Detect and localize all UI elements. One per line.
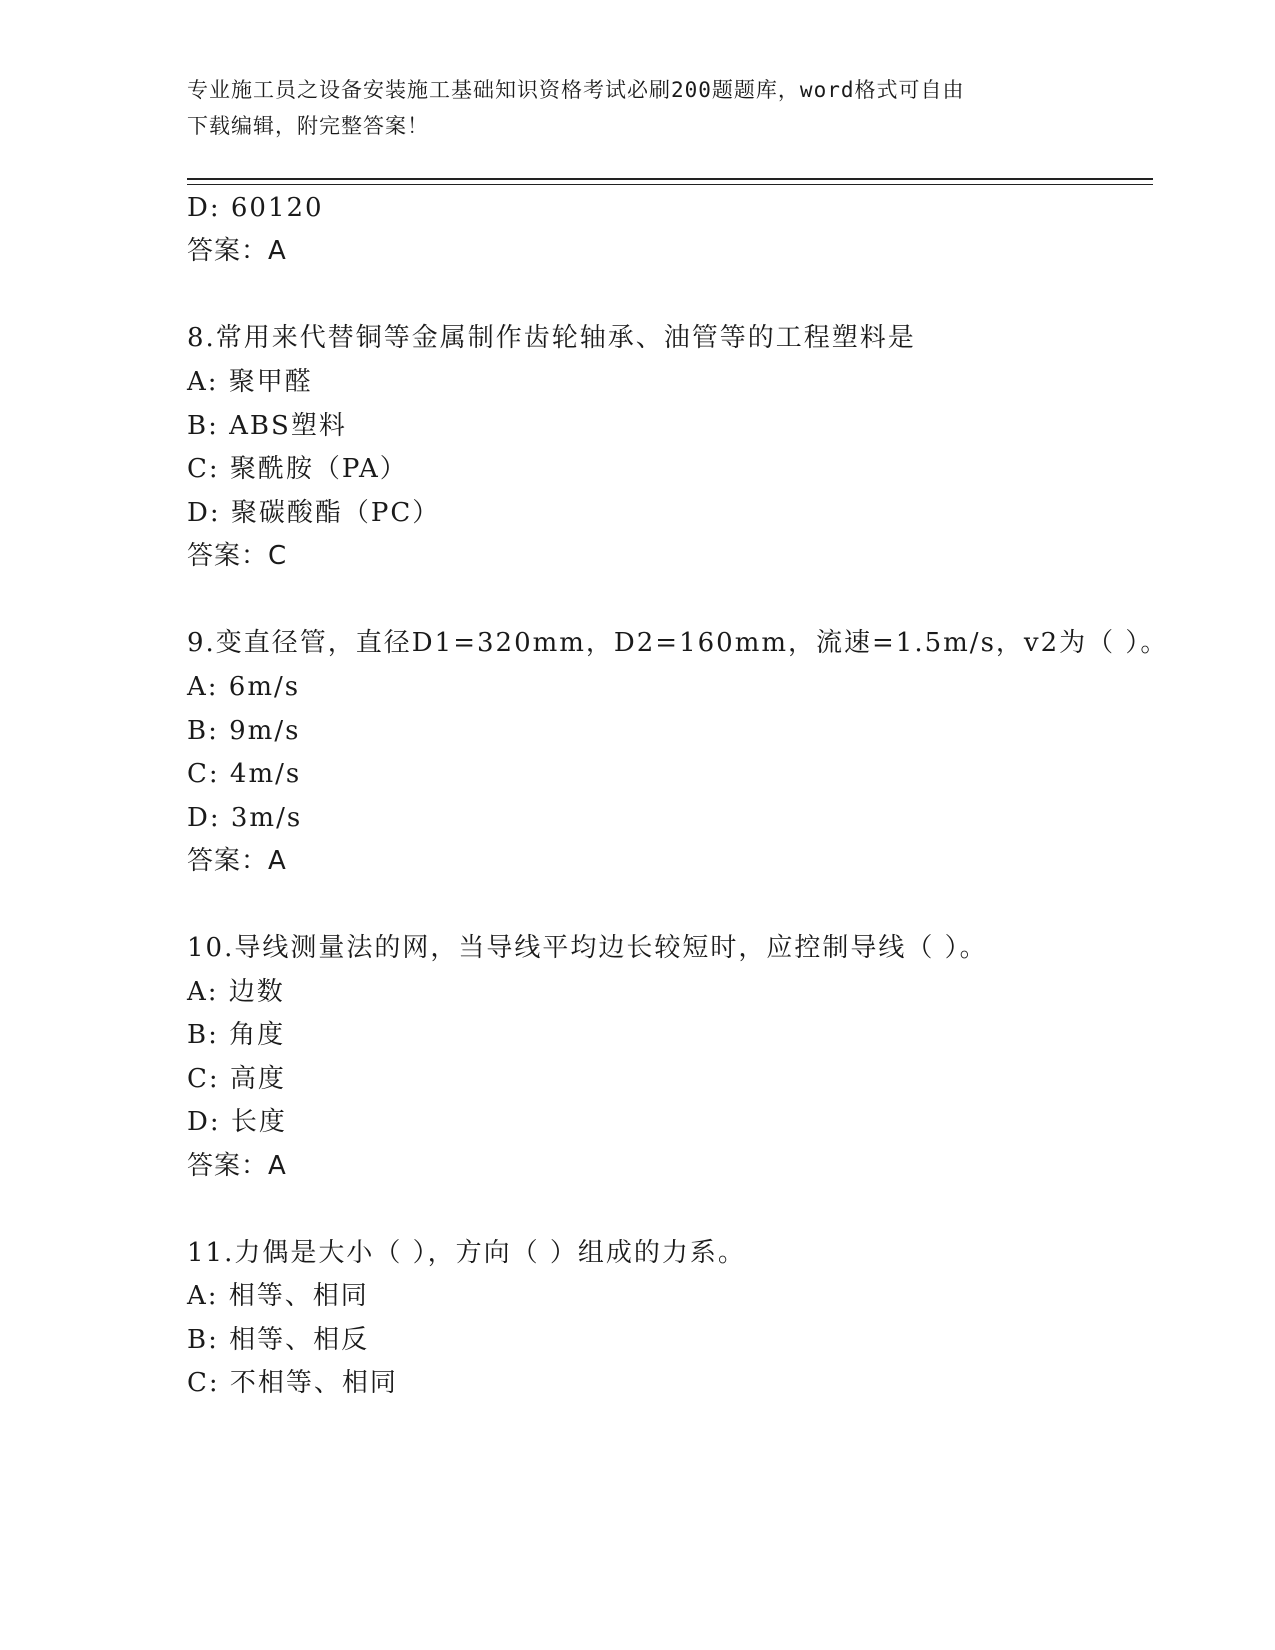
question-11-option-c: C: 不相等、相同: [187, 1368, 398, 1398]
question-9-stem: 9.变直径管，直径D1=320mm，D2=160mm，流速=1.5m/s，v2为（ ）。: [187, 628, 1169, 658]
question-8-option-d: D: 聚碳酸酯（PC）: [187, 498, 441, 528]
question-8-answer: 答案：C: [187, 541, 288, 571]
question-11-stem: 11.力偶是大小（ ），方向（ ）组成的力系。: [187, 1238, 746, 1268]
question-9-option-c: C: 4m/s: [187, 759, 302, 789]
header-title-line-1: 专业施工员之设备安装施工基础知识资格考试必刷200题题库，word格式可自由: [187, 78, 965, 102]
question-10-option-a: A: 边数: [187, 977, 285, 1007]
question-8-option-c: C: 聚酰胺（PA）: [187, 454, 408, 484]
question-10-option-d: D: 长度: [187, 1107, 287, 1137]
header-divider-thick: [187, 178, 1153, 180]
question-9-option-d: D: 3m/s: [187, 803, 303, 833]
question-8-stem: 8.常用来代替铜等金属制作齿轮轴承、油管等的工程塑料是: [187, 323, 916, 353]
question-10-option-c: C: 高度: [187, 1064, 286, 1094]
question-9-option-a: A: 6m/s: [187, 672, 301, 702]
question-8-option-a: A: 聚甲醛: [187, 367, 313, 397]
question-11-option-a: A: 相等、相同: [187, 1281, 369, 1311]
question-11-option-b: B: 相等、相反: [187, 1325, 370, 1355]
header-title-line-2: 下载编辑，附完整答案！: [187, 114, 429, 138]
question-10-option-b: B: 角度: [187, 1020, 286, 1050]
question-9-option-b: B: 9m/s: [187, 716, 301, 746]
prev-answer: 答案：A: [187, 236, 287, 266]
question-10-answer: 答案：A: [187, 1151, 287, 1181]
question-8-option-b: B: ABS塑料: [187, 411, 347, 441]
prev-option-d: D: 60120: [187, 193, 324, 223]
question-9-answer: 答案：A: [187, 846, 287, 876]
header-divider-thin: [187, 184, 1153, 185]
question-10-stem: 10.导线测量法的网，当导线平均边长较短时，应控制导线（ ）。: [187, 933, 988, 963]
document-header: [187, 72, 1087, 144]
